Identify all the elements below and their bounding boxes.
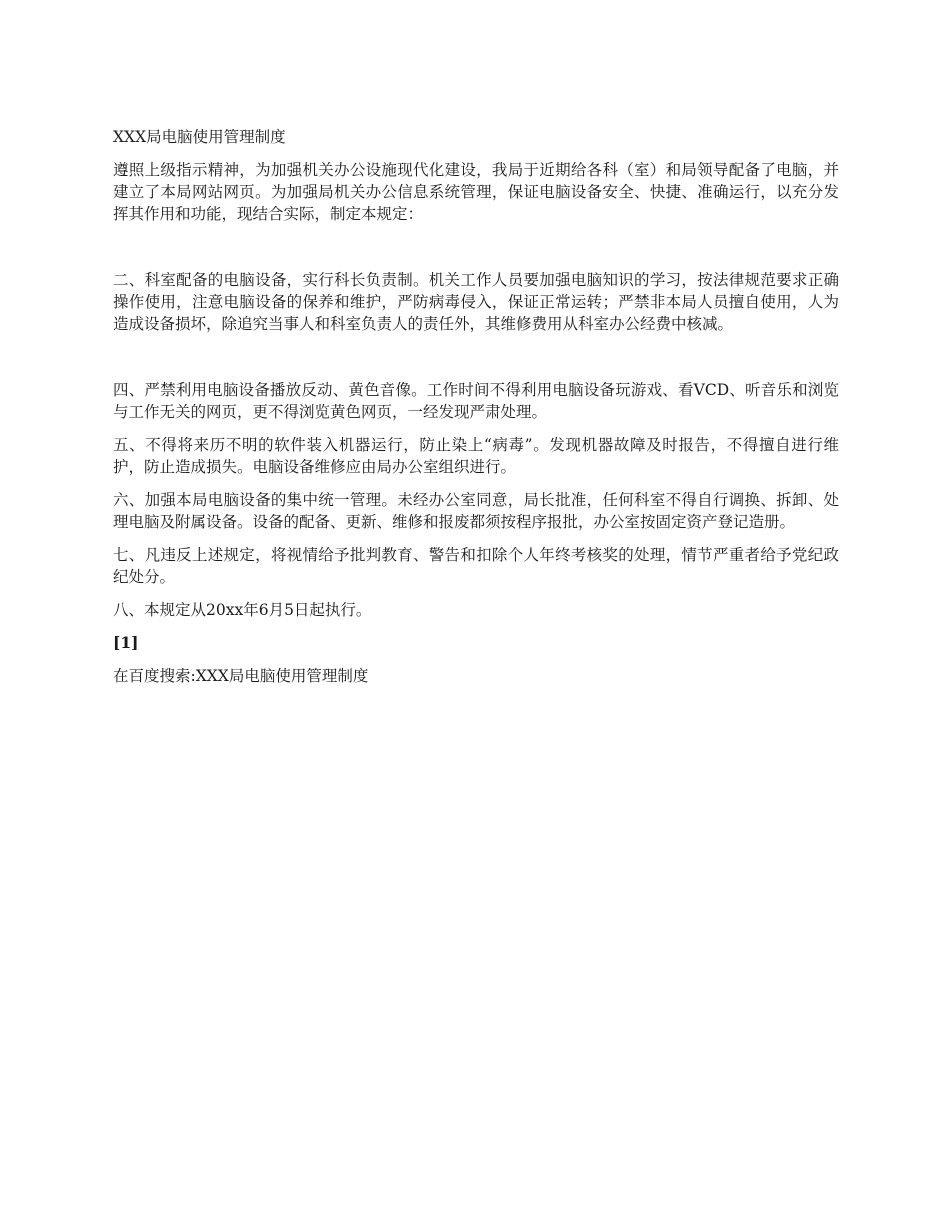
document-title: XXX局电脑使用管理制度: [113, 128, 286, 146]
clause-4-paragraph: 四、严禁利用电脑设备播放反动、黄色音像。工作时间不得利用电脑设备玩游戏、看VCD、听音乐和浏览与工作无关的网页，更不得浏览黄色网页，一经发现严肃处理。: [113, 381, 839, 421]
document-body: [113, 126, 839, 687]
clause-5-paragraph: 五、不得将来历不明的软件装入机器运行，防止染上“病毒”。发现机器故障及时报告，不得擅自进行维护，防止造成损失。电脑设备维修应由局办公室组织进行。: [113, 436, 839, 476]
blank-gap: [113, 346, 839, 379]
clause-2-paragraph: 二、科室配备的电脑设备，实行科长负责制。机关工作人员要加强电脑知识的学习，按法律规范要求正确操作使用，注意电脑设备的保养和维护，严防病毒侵入，保证正常运转；严禁非本局人员擅自使用，人为造成设备损坏，除追究当事人和科室负责人的责任外，其维修费用从科室办公经费中核减。: [113, 271, 839, 333]
intro-paragraph: 遵照上级指示精神，为加强机关办公设施现代化建设，我局于近期给各科（室）和局领导配备了电脑，并建立了本局网站网页。为加强局机关办公信息系统管理，保证电脑设备安全、快捷、准确运行，以充分发挥其作用和功能，现结合实际，制定本规定：: [113, 161, 839, 223]
clause-6-paragraph: 六、加强本局电脑设备的集中统一管理。未经办公室同意，局长批准，任何科室不得自行调换、拆卸、处理电脑及附属设备。设备的配备、更新、维修和报废都须按程序报批，办公室按固定资产登记造册。: [113, 491, 839, 531]
search-link[interactable]: 在百度搜索:XXX局电脑使用管理制度: [113, 667, 369, 685]
reference-marker: [1]: [113, 633, 139, 652]
clause-8-paragraph: 八、本规定从20xx年6月5日起执行。: [113, 601, 372, 619]
blank-gap: [113, 236, 839, 269]
clause-7-paragraph: 七、凡违反上述规定，将视情给予批判教育、警告和扣除个人年终考核奖的处理，情节严重者给予党纪政纪处分。: [113, 546, 839, 586]
